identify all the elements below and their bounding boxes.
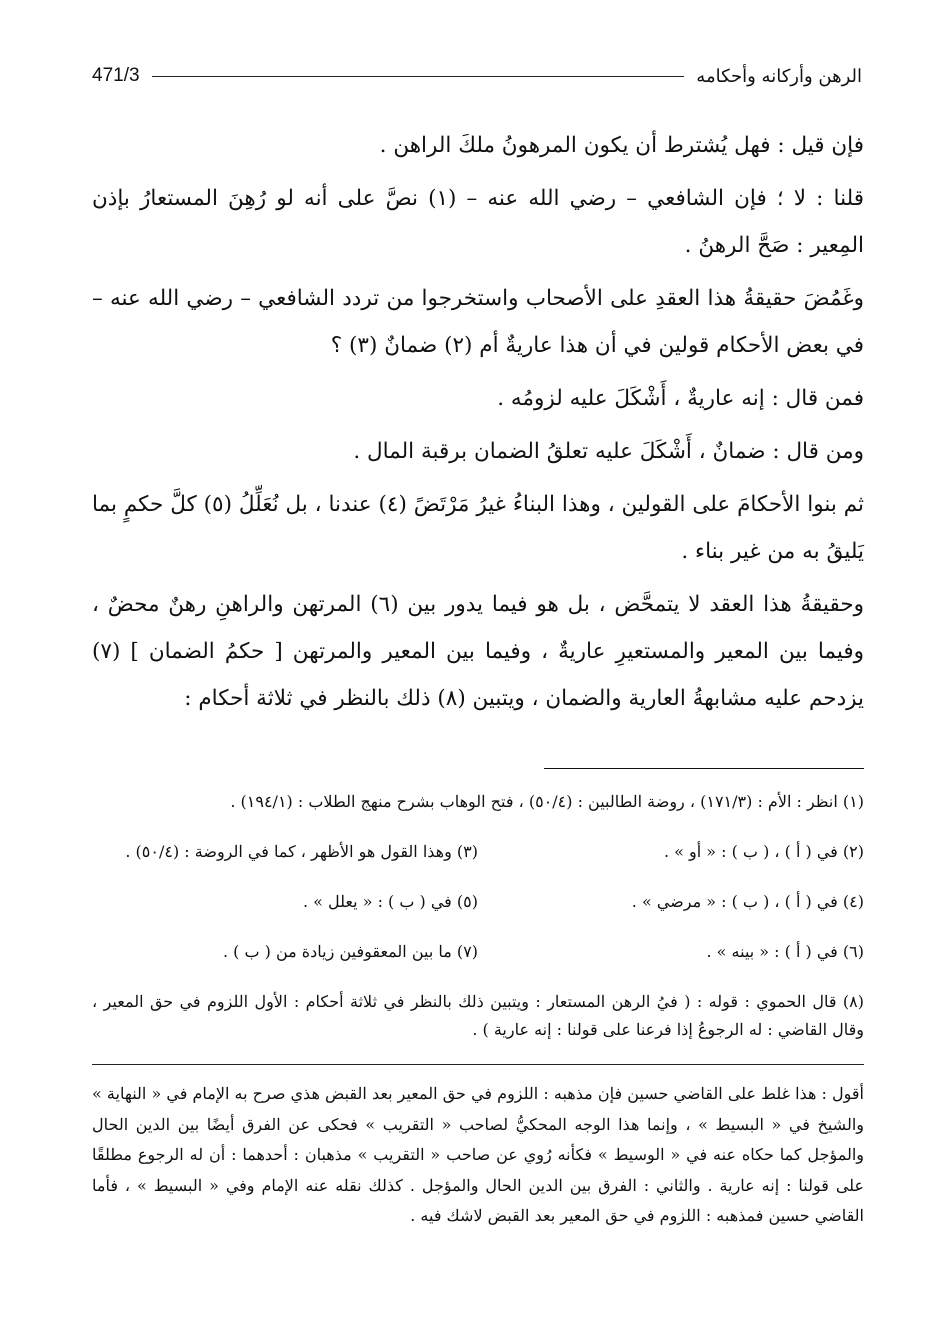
header-rule [152, 76, 685, 77]
page-header [92, 58, 862, 94]
paragraph: وحقيقةُ هذا العقد لا يتمحَّض ، بل هو فيما يدور بين (٦) المرتهن والراهنِ رهنٌ محضٌ ، وفيما بين المعير والمستعيرِ عاريةٌ ، وفيما بين المعير والمرتهن [ حكمُ الضمان ] (٧) يزدحم عليه مشابهةُ العارية والضمان ، ويتبين (٨) ذلك بالنظر في ثلاثة أحكام : [92, 592, 864, 711]
footnote-3: (٣) وهذا القول هو الأظهر ، كما في الروضة : (٥٠/٤) . [125, 842, 478, 861]
paragraph: ومن قال : ضمانٌ ، أَشْكَلَ عليه تعلقُ الضمان برقبة المال . [353, 439, 864, 464]
paragraph: فإن قيل : فهل يُشترط أن يكون المرهونُ ملكَ الراهن . [379, 133, 864, 158]
paragraph: وغَمُضَ حقيقةُ هذا العقدِ على الأصحاب واستخرجوا من تردد الشافعي – رضي الله عنه – في بعض الأحكام قولين في أن هذا عاريةٌ أم (٢) ضمانٌ (٣) ؟ [92, 286, 864, 358]
running-title: الرهن وأركانه وأحكامه [696, 65, 862, 87]
commentary-rule [92, 1064, 864, 1065]
page-number: 471/3 [92, 65, 140, 86]
footnote-4: (٤) في ( أ ) ، ( ب ) : « مرضي » . [631, 892, 864, 911]
footnote-row [92, 888, 864, 915]
footnotes [92, 788, 864, 1232]
footnote-5: (٥) في ( ب ) : « يعلل » . [302, 892, 478, 911]
footnote-1: (١) انظر : الأم : (١٧١/٣) ، روضة الطالبين : (٥٠/٤) ، فتح الوهاب بشرح منهج الطلاب : (١٩٤/١) . [230, 792, 864, 811]
footnote-2: (٢) في ( أ ) ، ( ب ) : « أو » . [663, 842, 864, 861]
main-text [92, 122, 864, 728]
paragraph: قلنا : لا ؛ فإن الشافعي – رضي الله عنه – (١) نصَّ على أنه لو رُهِنَ المستعارُ بإذن المِعير : صَحَّ الرهنُ . [92, 186, 864, 258]
separator-line [544, 768, 864, 769]
footnote-7: (٧) ما بين المعقوفين زيادة من ( ب ) . [222, 942, 478, 961]
paragraph: فمن قال : إنه عاريةٌ ، أَشْكَلَ عليه لزومُه . [497, 386, 864, 411]
footnote-row [92, 938, 864, 965]
footnote-row [92, 838, 864, 865]
footnote-8: (٨) قال الحموي : قوله : ( فيُ الرهن المستعار : ويتبين ذلك بالنظر في ثلاثة أحكام : الأول اللزوم في حق المعير ، وقال القاضي : له الرجوعُ إذا فرعنا على قولنا : إنه عارية ) . [92, 992, 864, 1039]
footnote-6: (٦) في ( أ ) : « بينه » . [706, 942, 864, 961]
paragraph: ثم بنوا الأحكامَ على القولين ، وهذا البناءُ غيرُ مَرْتَضً (٤) عندنا ، بل نُعَلِّلُ (٥) كلَّ حكمٍ بما يَليقُ به من غير بناء . [92, 492, 864, 564]
commentary-note: أقول : هذا غلط على القاضي حسين فإن مذهبه : اللزوم في حق المعير بعد القبض هذي صرح به الإمام في « النهاية » والشيخ في « البسيط » ، وإنما هذا الوجه المحكيُّ لصاحب « التقريب » فحكى عن الفرق أيضًا بين الدين الحال والمؤجل كما حكاه عنه في « الوسيط » فكأنه رُوي عن صاحب « التقريب » مذهبان : أحدهما : أن له الرجوع مطلقًا على قولنا : إنه عارية . والثاني : الفرق بين الدين الحال والمؤجل . كذلك نقله عنه الإمام وفي « البسيط » ، فأما القاضي حسين فمذهبه : اللزوم في حق المعير بعد القبض لاشك فيه . [92, 1084, 865, 1225]
